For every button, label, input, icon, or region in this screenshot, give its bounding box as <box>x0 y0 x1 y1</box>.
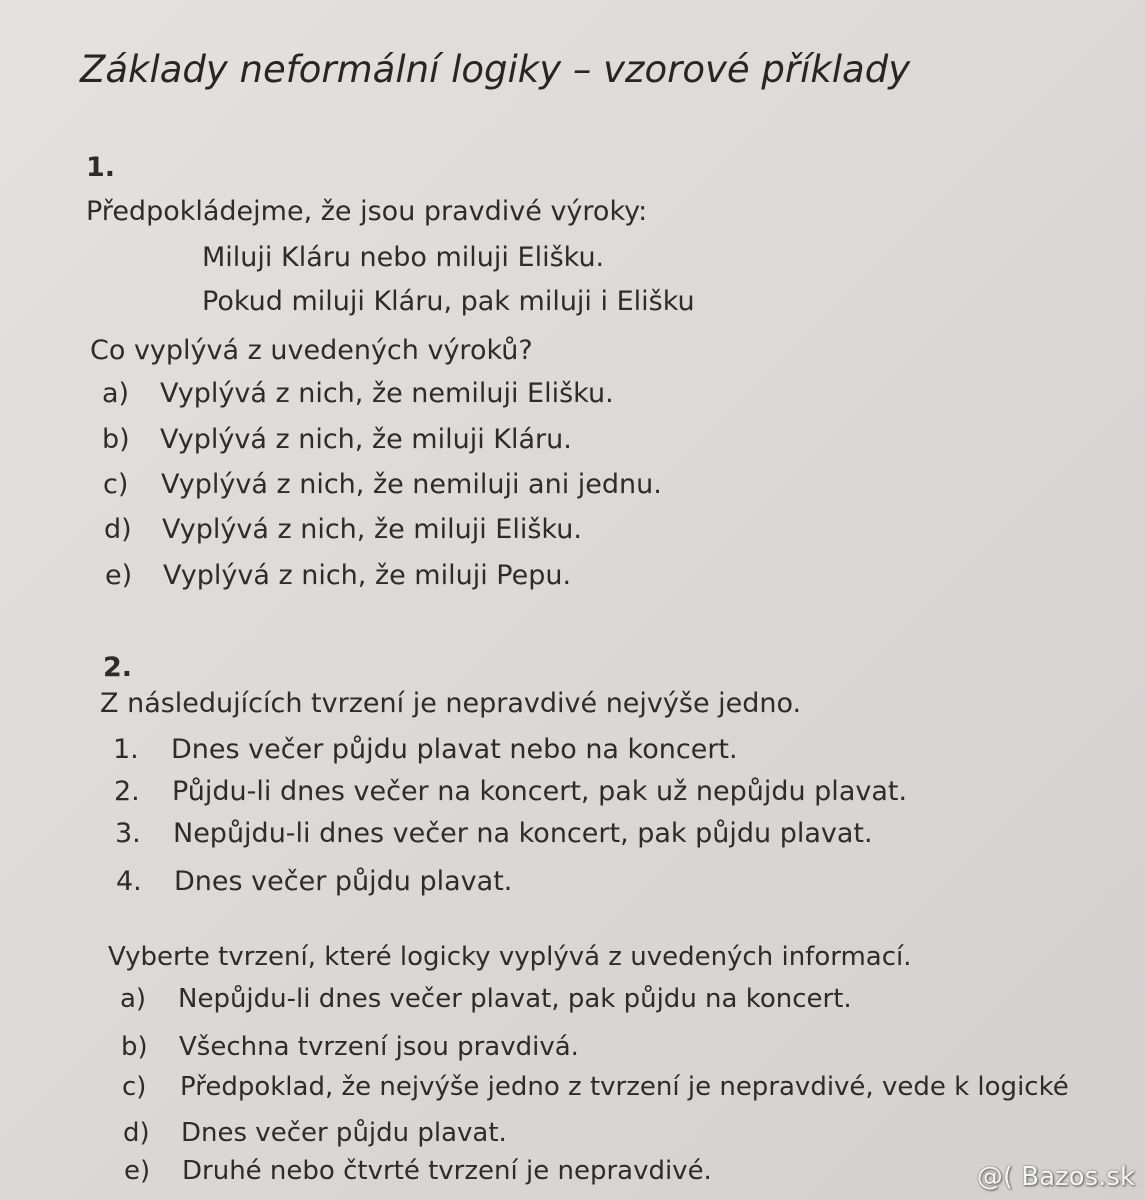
option-text: Vyplývá z nich, že nemiluji Elišku. <box>160 378 614 409</box>
option-text: Předpoklad, že nejvýše jedno z tvrzení je nepravdivé, vede k logické <box>180 1072 1069 1102</box>
task-2-statement-4 <box>116 866 512 897</box>
task-1-option-e <box>105 560 571 591</box>
task-2-question: Vyberte tvrzení, které logicky vyplývá z uvedených informací. <box>108 942 912 972</box>
option-text: Dnes večer půjdu plavat. <box>181 1118 507 1148</box>
statement-label: 4. <box>116 866 142 897</box>
task-2-option-b <box>121 1032 579 1062</box>
option-label: c) <box>122 1072 147 1102</box>
task-1-option-d <box>104 514 582 545</box>
statement-text: Půjdu-li dnes večer na koncert, pak už nepůjdu plavat. <box>172 776 908 807</box>
task-2-option-e <box>124 1156 712 1186</box>
task-2-number: 2. <box>103 652 133 683</box>
option-text: Všechna tvrzení jsou pravdivá. <box>179 1032 579 1062</box>
option-label: d) <box>104 514 132 545</box>
option-text: Druhé nebo čtvrté tvrzení je nepravdivé. <box>182 1156 712 1186</box>
task-2-statement-3 <box>115 818 873 849</box>
task-1-question: Co vyplývá z uvedených výroků? <box>90 335 533 366</box>
task-1-premise-2: Pokud miluji Kláru, pak miluji i Elišku <box>202 286 695 317</box>
option-label: e) <box>124 1156 151 1186</box>
task-2-statement-2 <box>114 776 907 807</box>
task-1-number: 1. <box>86 152 116 183</box>
statement-text: Nepůjdu-li dnes večer na koncert, pak půjdu plavat. <box>173 818 873 849</box>
task-1-option-a <box>102 378 614 409</box>
option-label: b) <box>102 424 130 455</box>
option-text: Vyplývá z nich, že miluji Elišku. <box>162 514 582 545</box>
statement-text: Dnes večer půjdu plavat nebo na koncert. <box>171 734 738 765</box>
statement-text: Dnes večer půjdu plavat. <box>174 866 513 897</box>
option-text: Vyplývá z nich, že nemiluji ani jednu. <box>161 469 662 500</box>
task-1-option-b <box>102 424 572 455</box>
watermark: @( Bazos.sk <box>976 1162 1135 1192</box>
statement-label: 3. <box>115 818 141 849</box>
task-2-option-c <box>122 1072 1069 1102</box>
task-1-premise-1: Miluji Kláru nebo miluji Elišku. <box>202 242 605 273</box>
statement-label: 1. <box>113 734 139 765</box>
option-label: d) <box>123 1118 150 1148</box>
option-label: a) <box>120 984 147 1014</box>
task-1-intro: Předpokládejme, že jsou pravdivé výroky: <box>86 196 648 227</box>
task-2-statement-1 <box>113 734 738 765</box>
statement-label: 2. <box>114 776 140 807</box>
task-2-option-d <box>123 1118 507 1148</box>
option-label: a) <box>102 378 130 409</box>
option-label: b) <box>121 1032 148 1062</box>
task-2-option-a <box>120 984 852 1014</box>
page-title: Základy neformální logiky – vzorové příklady <box>80 48 911 91</box>
option-label: c) <box>103 469 129 500</box>
option-text: Vyplývá z nich, že miluji Pepu. <box>163 560 572 591</box>
option-text: Vyplývá z nich, že miluji Kláru. <box>160 424 572 455</box>
task-2-intro: Z následujících tvrzení je nepravdivé nejvýše jedno. <box>100 688 802 719</box>
option-label: e) <box>105 560 133 591</box>
task-1-option-c <box>103 469 662 500</box>
option-text: Nepůjdu-li dnes večer plavat, pak půjdu na koncert. <box>178 984 852 1014</box>
